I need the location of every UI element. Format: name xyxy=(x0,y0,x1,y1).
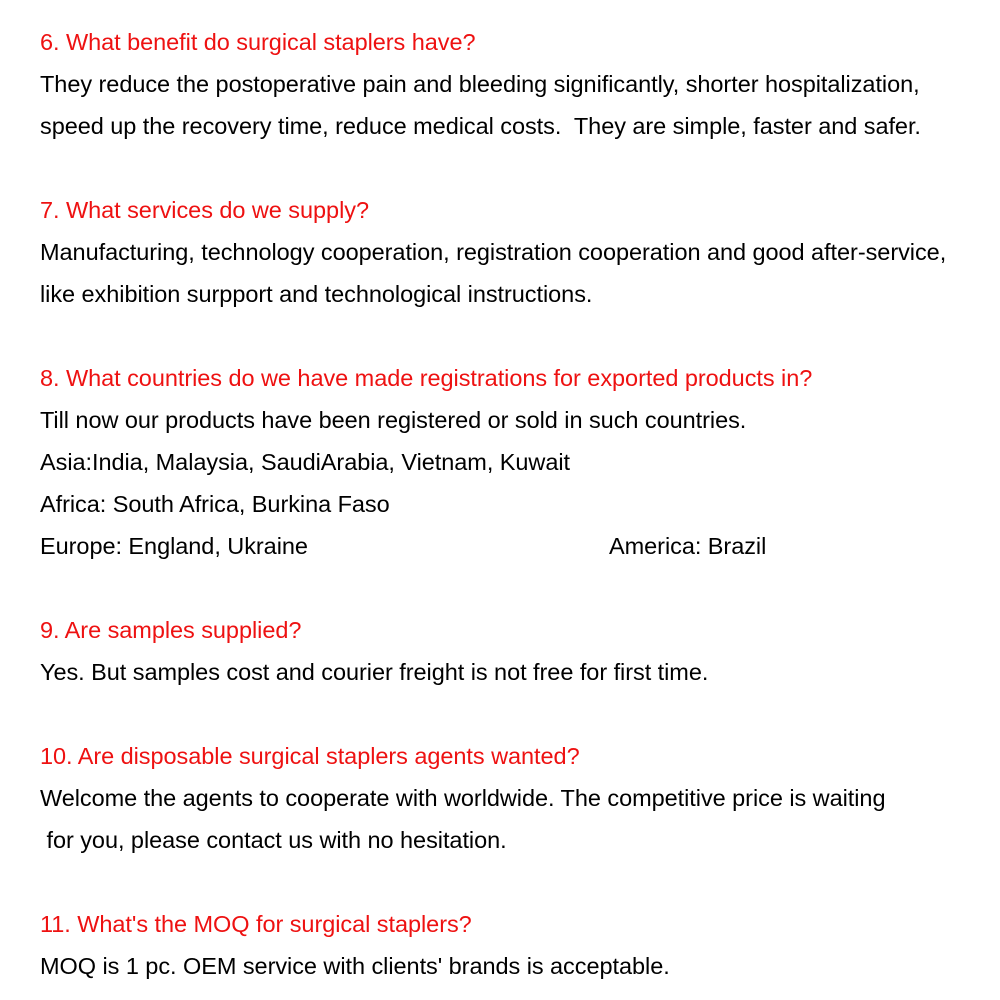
answer-line-10-1: Welcome the agents to cooperate with worldwide. The competitive price is waiting xyxy=(40,785,886,811)
question-heading-6: 6. What benefit do surgical staplers have? xyxy=(40,29,476,55)
answer-line-8-1: Till now our products have been registered or sold in such countries. xyxy=(40,407,747,433)
question-heading-7: 7. What services do we supply? xyxy=(40,197,369,223)
answer-line-7-1: Manufacturing, technology cooperation, registration cooperation and good after-service, xyxy=(40,239,947,265)
answer-line-7-2: like exhibition surpport and technological instructions. xyxy=(40,281,593,307)
answer-line-8-america: America: Brazil xyxy=(609,533,767,559)
answer-line-8-africa: Africa: South Africa, Burkina Faso xyxy=(40,491,390,517)
answer-line-8-europe: Europe: England, Ukraine xyxy=(40,533,308,559)
question-heading-9: 9. Are samples supplied? xyxy=(40,617,302,643)
answer-line-8-asia: Asia:India, Malaysia, SaudiArabia, Vietnam, Kuwait xyxy=(40,449,571,475)
answer-line-6-2: speed up the recovery time, reduce medical costs. They are simple, faster and safer. xyxy=(40,113,921,139)
answer-line-9-1: Yes. But samples cost and courier freight is not free for first time. xyxy=(40,659,709,685)
question-heading-8: 8. What countries do we have made registrations for exported products in? xyxy=(40,365,813,391)
answer-line-10-2: for you, please contact us with no hesitation. xyxy=(40,827,507,853)
question-heading-11: 11. What's the MOQ for surgical staplers? xyxy=(40,911,472,937)
answer-line-11-1: MOQ is 1 pc. OEM service with clients' brands is acceptable. xyxy=(40,953,670,979)
question-heading-10: 10. Are disposable surgical staplers agents wanted? xyxy=(40,743,580,769)
answer-line-6-1: They reduce the postoperative pain and bleeding significantly, shorter hospitalization, xyxy=(40,71,920,97)
